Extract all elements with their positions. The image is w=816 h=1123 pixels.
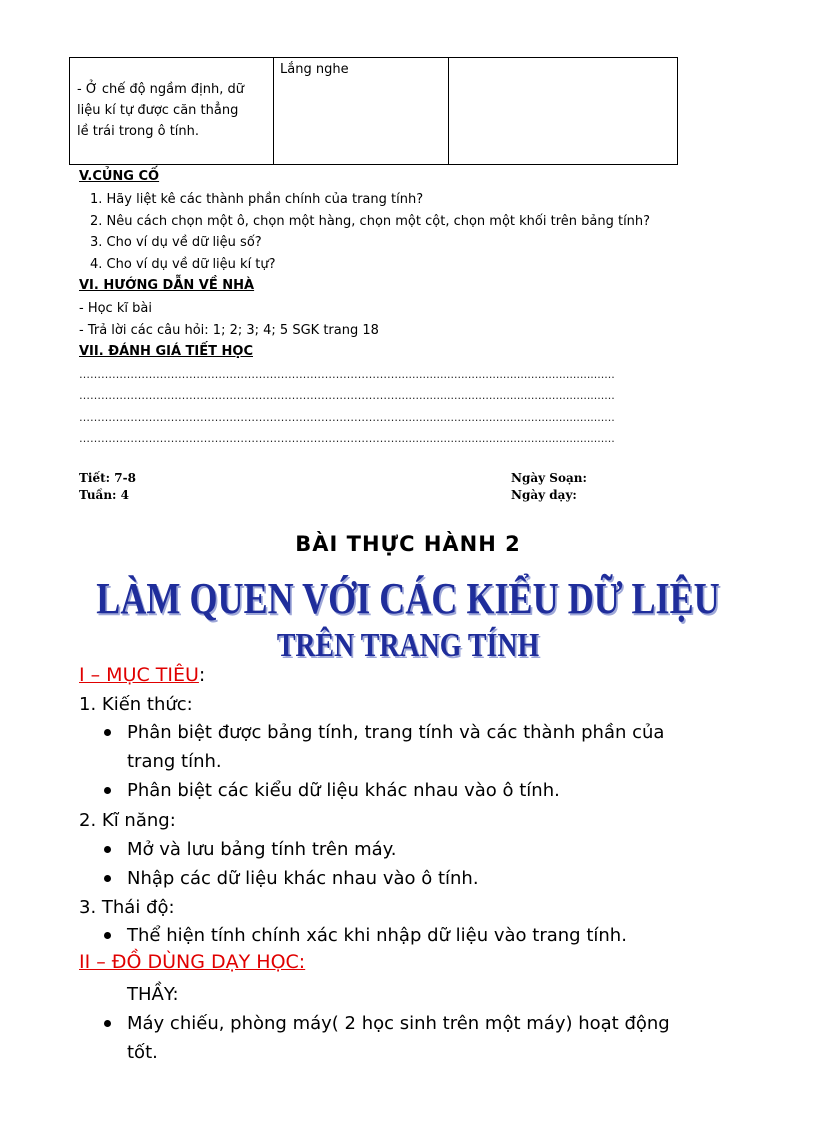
list-item: - Học kĩ bài xyxy=(79,301,152,316)
list-item: 2. Nêu cách chọn một ô, chọn một hàng, chọn một cột, chọn một khối trên bảng tính? xyxy=(90,214,651,229)
bullet-line: Phân biệt các kiểu dữ liệu khác nhau vào ô tính. xyxy=(127,780,560,801)
bullet-icon xyxy=(104,932,111,939)
cell-line: liệu kí tự được căn thẳng xyxy=(77,103,239,118)
cell-text: Lắng nghe xyxy=(280,62,349,77)
week-label: Tuần: 4 xyxy=(79,488,130,502)
main-title-line-2: TRÊN TRANG TÍNH xyxy=(276,627,540,664)
teacher-label: THẦY: xyxy=(127,984,179,1005)
bullet-icon xyxy=(104,875,111,882)
bullet-line: Nhập các dữ liệu khác nhau vào ô tính. xyxy=(127,868,479,889)
list-item: 4. Cho ví dụ về dữ liệu kí tự? xyxy=(90,257,276,272)
attitude-heading: 3. Thái độ: xyxy=(79,897,175,918)
main-title-line-1: LÀM QUEN VỚI CÁC KIỂU DỮ LIỆU xyxy=(96,574,720,623)
period-label: Tiết: 7-8 xyxy=(79,471,136,485)
table-cell-content xyxy=(70,58,274,164)
table-cell-student xyxy=(274,58,449,164)
section-6-heading: VI. HƯỚNG DẪN VỀ NHÀ xyxy=(79,278,255,293)
list-item: 1. Hãy liệt kê các thành phần chính của trang tính? xyxy=(90,192,424,207)
blank-line: …………………………………………………………………………….............................................................. xyxy=(79,368,615,381)
blank-line: …………………………………………………………………………….............................................................. xyxy=(79,432,615,445)
cell-line: lề trái trong ô tính. xyxy=(77,124,200,139)
bullet-line: tốt. xyxy=(127,1042,158,1063)
activity-table xyxy=(69,57,678,165)
cell-line: - Ở chế độ ngầm định, dữ xyxy=(77,82,245,97)
bullet-line: trang tính. xyxy=(127,751,222,772)
bullet-icon xyxy=(104,787,111,794)
prepared-date-label: Ngày Soạn: xyxy=(511,471,587,485)
bullet-line: Mở và lưu bảng tính trên máy. xyxy=(127,839,397,860)
blank-line: …………………………………………………………………………….............................................................. xyxy=(79,411,615,424)
bullet-icon xyxy=(104,729,111,736)
section-1-heading: I – MỤC TIÊU xyxy=(79,664,199,686)
blank-line: …………………………………………………………………………….............................................................. xyxy=(79,389,615,402)
bullet-line: Máy chiếu, phòng máy( 2 học sinh trên một máy) hoạt động xyxy=(127,1013,670,1034)
bullet-line: Phân biệt được bảng tính, trang tính và các thành phần của xyxy=(127,722,665,743)
bullet-icon xyxy=(104,846,111,853)
section-7-heading: VII. ĐÁNH GIÁ TIẾT HỌC xyxy=(79,344,253,359)
lesson-title: BÀI THỰC HÀNH 2 xyxy=(295,532,521,556)
table-cell-empty xyxy=(449,58,677,164)
knowledge-heading: 1. Kiến thức: xyxy=(79,694,193,715)
section-1-heading-row xyxy=(79,664,205,686)
section-2-heading: II – ĐỒ DÙNG DẠY HỌC: xyxy=(79,951,306,973)
teaching-date-label: Ngày dạy: xyxy=(511,488,577,502)
bullet-line: Thể hiện tính chính xác khi nhập dữ liệu vào trang tính. xyxy=(127,925,627,946)
list-item: 3. Cho ví dụ về dữ liệu số? xyxy=(90,235,262,250)
cell-text xyxy=(77,79,269,142)
list-item: - Trả lời các câu hỏi: 1; 2; 3; 4; 5 SGK trang 18 xyxy=(79,323,379,338)
skills-heading: 2. Kĩ năng: xyxy=(79,810,176,831)
bullet-icon xyxy=(104,1020,111,1027)
heading-colon: : xyxy=(198,664,206,686)
section-5-heading: V.CỦNG CỐ xyxy=(79,169,160,184)
